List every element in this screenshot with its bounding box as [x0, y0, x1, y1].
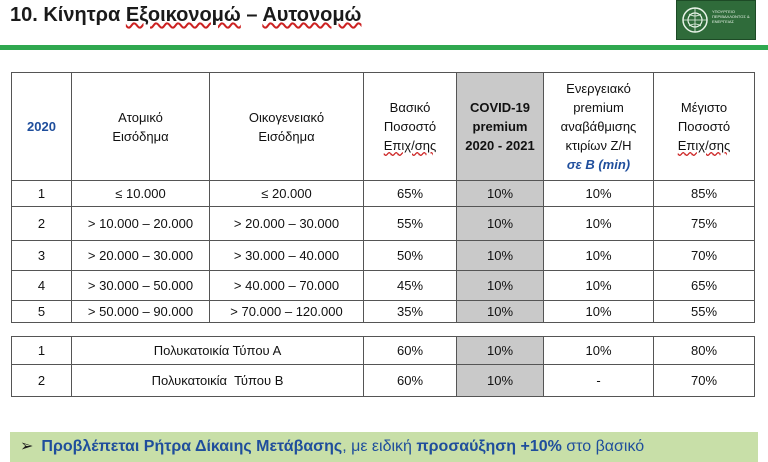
base-rate-cell: 35% — [364, 301, 457, 323]
base-rate-cell: 50% — [364, 241, 457, 271]
building-type-cell: Πολυκατοικία Τύπου Α — [72, 337, 364, 365]
covid-premium-cell: 10% — [457, 301, 544, 323]
title-part1: Εξοικονομώ — [125, 4, 241, 26]
covid-premium-cell: 10% — [457, 271, 544, 301]
table-row — [12, 365, 755, 397]
family-income-cell: > 40.000 – 70.000 — [210, 271, 364, 301]
family-income-cell: ≤ 20.000 — [210, 181, 364, 207]
banner-text: στο βασικό — [561, 438, 645, 455]
header-energy-premium: Ενεργειακό premium αναβάθμισης κτιρίων Ζ/Η σε Β (min) — [544, 73, 654, 181]
individual-income-cell: > 20.000 – 30.000 — [72, 241, 210, 271]
ministry-logo — [676, 0, 756, 40]
row-number: 3 — [12, 241, 72, 271]
covid-premium-cell: 10% — [457, 207, 544, 241]
header-covid-premium: COVID-19 premium 2020 - 2021 — [457, 73, 544, 181]
header-base-rate: Βασικό Ποσοστό Επιχ/σης — [364, 73, 457, 181]
energy-premium-cell: - — [544, 365, 654, 397]
family-income-cell: > 30.000 – 40.000 — [210, 241, 364, 271]
header-family-income: Οικογενειακό Εισόδημα — [210, 73, 364, 181]
row-number: 5 — [12, 301, 72, 323]
title-divider — [0, 45, 768, 50]
table-row — [12, 337, 755, 365]
base-rate-cell: 60% — [364, 365, 457, 397]
title-separator: – — [240, 4, 263, 26]
base-rate-cell: 65% — [364, 181, 457, 207]
energy-premium-cell: 10% — [544, 337, 654, 365]
table-row — [12, 241, 755, 271]
max-rate-cell: 85% — [654, 181, 755, 207]
family-income-cell: > 20.000 – 30.000 — [210, 207, 364, 241]
table-row — [12, 301, 755, 323]
row-number: 2 — [12, 365, 72, 397]
arrow-bullet-icon: ➢ — [20, 438, 34, 455]
title-part2: Αυτονομώ — [262, 4, 362, 26]
banner-bold-text: Προβλέπεται Ρήτρα Δίκαιης Μετάβασης — [41, 438, 343, 455]
individual-income-cell: > 10.000 – 20.000 — [72, 207, 210, 241]
ministry-emblem-icon — [681, 5, 709, 35]
banner-text: , με ειδική — [342, 438, 417, 455]
energy-premium-cell: 10% — [544, 181, 654, 207]
row-number: 1 — [12, 181, 72, 207]
row-number: 1 — [12, 337, 72, 365]
base-rate-cell: 45% — [364, 271, 457, 301]
max-rate-cell: 65% — [654, 271, 755, 301]
table-header-row — [12, 73, 755, 181]
logo-text: ΥΠΟΥΡΓΕΙΟ ΠΕΡΙΒΑΛΛΟΝΤΟΣ & ΕΝΕΡΓΕΙΑΣ — [712, 9, 750, 24]
table-row — [12, 207, 755, 241]
banner-bold-text: προσαύξηση +10% — [416, 438, 562, 455]
energy-premium-cell: 10% — [544, 271, 654, 301]
covid-premium-cell: 10% — [457, 181, 544, 207]
covid-premium-cell: 10% — [457, 365, 544, 397]
table-row — [12, 181, 755, 207]
max-rate-cell: 75% — [654, 207, 755, 241]
table-row — [12, 271, 755, 301]
max-rate-cell: 55% — [654, 301, 755, 323]
title-prefix: 10. Κίνητρα — [10, 4, 126, 26]
max-rate-cell: 80% — [654, 337, 755, 365]
family-income-cell: > 70.000 – 120.000 — [210, 301, 364, 323]
page-title — [10, 4, 361, 27]
covid-premium-cell: 10% — [457, 241, 544, 271]
individual-income-cell: ≤ 10.000 — [72, 181, 210, 207]
individual-income-cell: > 50.000 – 90.000 — [72, 301, 210, 323]
base-rate-cell: 55% — [364, 207, 457, 241]
header-max-rate: Μέγιστο Ποσοστό Επιχ/σης — [654, 73, 755, 181]
individual-income-cell: > 30.000 – 50.000 — [72, 271, 210, 301]
energy-premium-cell: 10% — [544, 241, 654, 271]
row-number: 2 — [12, 207, 72, 241]
max-rate-cell: 70% — [654, 241, 755, 271]
energy-premium-cell: 10% — [544, 301, 654, 323]
max-rate-cell: 70% — [654, 365, 755, 397]
year-label: 2020 — [12, 73, 72, 181]
covid-premium-cell: 10% — [457, 337, 544, 365]
energy-premium-cell: 10% — [544, 207, 654, 241]
just-transition-banner — [10, 432, 758, 462]
header-individual-income: Ατομικό Εισόδημα — [72, 73, 210, 181]
apartment-table — [11, 336, 755, 397]
row-number: 4 — [12, 271, 72, 301]
base-rate-cell: 60% — [364, 337, 457, 365]
subsidy-table — [11, 72, 755, 323]
building-type-cell: Πολυκατοικία Τύπου Β — [72, 365, 364, 397]
